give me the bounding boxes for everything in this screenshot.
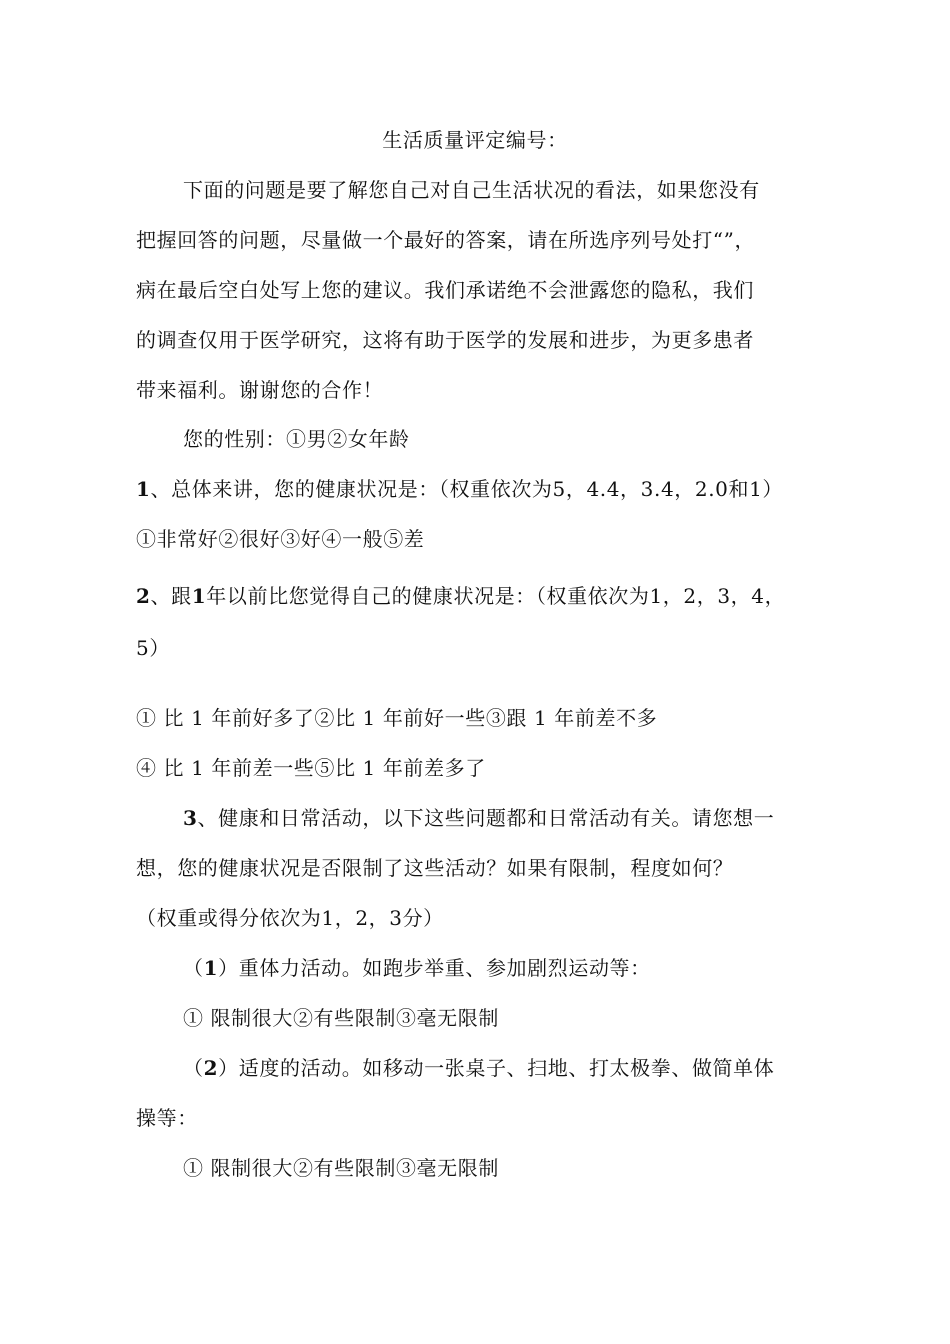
question-year: 1 <box>191 584 207 608</box>
intro-line-4: 的调查仅用于医学研究，这将有助于医学的发展和进步，为更多患者 <box>136 328 754 352</box>
question-text: 、健康和日常活动，以下这些问题都和日常活动有关。请您想一 <box>197 806 775 830</box>
question-2-continuation: 5） <box>136 636 170 660</box>
document-title: 生活质量评定编号： <box>382 128 568 152</box>
paren-open: （ <box>183 956 204 980</box>
sub-question-text: ）重体力活动。如跑步举重、参加剧烈运动等： <box>218 956 651 980</box>
gender-age-line: 您的性别：①男②女年龄 <box>183 427 410 451</box>
intro-line-1: 下面的问题是要了解您自己对自己生活状况的看法，如果您没有 <box>183 178 760 202</box>
paren-open: （ <box>183 1056 204 1080</box>
sub-question-1 <box>183 953 651 983</box>
question-3-line-2: 想，您的健康状况是否限制了这些活动？如果有限制，程度如何？ <box>136 856 734 880</box>
question-number: 2 <box>136 584 151 608</box>
question-text: 、总体来讲，您的健康状况是：（权重依次为5，4.4，3.4，2.0和1） <box>150 477 783 501</box>
sub-question-number: 2 <box>203 1056 219 1080</box>
question-number: 1 <box>136 477 151 501</box>
question-text-a: 、跟 <box>150 584 192 608</box>
question-2 <box>136 581 785 611</box>
intro-line-5: 带来福利。谢谢您的合作！ <box>136 378 384 402</box>
question-number: 3 <box>183 806 198 830</box>
question-1 <box>136 474 783 504</box>
sub-question-2 <box>183 1053 774 1083</box>
question-text-b: 年以前比您觉得自己的健康状况是：（权重依次为1，2，3，4， <box>206 584 786 608</box>
sub-question-number: 1 <box>203 956 219 980</box>
intro-line-3: 病在最后空白处写上您的建议。我们承诺绝不会泄露您的隐私，我们 <box>136 278 754 302</box>
intro-line-2: 把握回答的问题，尽量做一个最好的答案，请在所选序列号处打“”， <box>136 228 756 252</box>
question-1-options: ①非常好②很好③好④一般⑤差 <box>136 527 425 551</box>
sub-question-text: ）适度的活动。如移动一张桌子、扫地、打太极拳、做简单体 <box>218 1056 775 1080</box>
sub-question-2-continuation: 操等： <box>136 1106 198 1130</box>
question-2-options-1: ① 比 1 年前好多了②比 1 年前好一些③跟 1 年前差不多 <box>136 706 658 730</box>
sub-question-1-options: ① 限制很大②有些限制③毫无限制 <box>183 1006 499 1030</box>
sub-question-2-options: ① 限制很大②有些限制③毫无限制 <box>183 1156 499 1180</box>
question-3-line-3: （权重或得分依次为1，2，3分） <box>136 906 444 930</box>
question-2-options-2: ④ 比 1 年前差一些⑤比 1 年前差多了 <box>136 756 486 780</box>
question-3 <box>183 803 774 833</box>
